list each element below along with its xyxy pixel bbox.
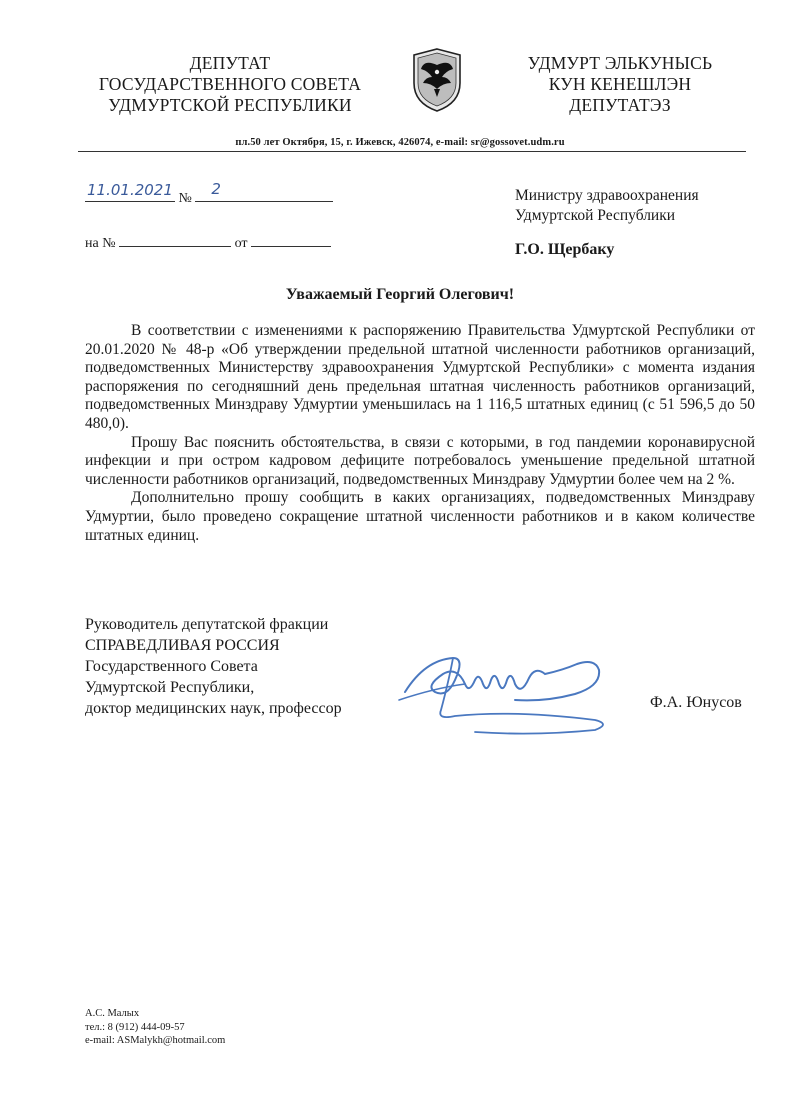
incoming-reference-line (85, 231, 331, 252)
reference-field (119, 231, 231, 247)
signatory-line-5: доктор медицинских наук, профессор (85, 700, 342, 717)
header-address: пл.50 лет Октября, 15, г. Ижевск, 426074, e-mail: sr@gossovet.udm.ru (235, 137, 565, 148)
number-field (195, 180, 333, 202)
body-paragraph-2: Прошу Вас пояснить обстоятельства, в связи с которыми, в год пандемии коронавирусной инфекции и при остром кадровом дефиците потребовалось уменьшение предельной штатной численности работников организаций, подведомственных Минздраву Удмуртии более чем на 2 %. (85, 433, 755, 488)
number-label: № (178, 191, 192, 206)
signatory-title-block (85, 614, 342, 719)
addressee-block (515, 186, 699, 260)
executor-email: e-mail: ASMalykh@hotmail.com (85, 1035, 226, 1046)
handwritten-number: 2 (211, 180, 221, 198)
from-label: от (234, 236, 248, 251)
reference-label: на № (85, 236, 116, 251)
header-right-line-1: УДМУРТ ЭЛЬКУНЫСЬ (527, 53, 713, 73)
addressee-line-2: Удмуртской Республики (515, 207, 676, 224)
executor-phone: тел.: 8 (912) 444-09-57 (85, 1021, 185, 1033)
reference-date-field (251, 231, 331, 247)
signatory-line-1: Руководитель депутатской фракции (85, 616, 329, 633)
header-left (80, 53, 380, 116)
salutation: Уважаемый Георгий Олегович! (285, 286, 515, 303)
header-right-line-3: ДЕПУТАТЭЗ (569, 95, 671, 115)
coat-of-arms-emblem (410, 47, 464, 113)
body-paragraph-3: Дополнительно прошу сообщить в каких организациях, подведомственных Минздраву Удмуртии, было проведено сокращение штатной численности работников и в каком количестве штатных единиц. (85, 489, 755, 544)
header-right (470, 53, 770, 116)
outgoing-registration-line (85, 180, 333, 207)
date-field (85, 181, 175, 202)
signatory-line-4: Удмуртской Республики, (85, 679, 255, 696)
addressee-line-1: Министру здравоохранения (515, 187, 699, 204)
handwritten-date: 11.01.2021 (87, 181, 173, 199)
letter-body (85, 322, 755, 545)
addressee-name: Г.О. Щербаку (515, 241, 615, 258)
header-divider (78, 151, 746, 152)
header-left-line-1: ДЕПУТАТ (189, 53, 271, 73)
body-paragraph-1: В соответствии с изменениями к распоряжению Правительства Удмуртской Республики от 20.01.2020 № 48-р «Об утверждении предельной штатной численности работников организаций, подведомственных Министерству здравоохранения Удмуртской Республики» с момента издания распоряжения по сегодняшний день предельная штатная численность работников организаций, подведомственных Минздраву Удмуртии уменьшилась на 1 116,5 штатных единиц (с 51 596,5 до 50 480,0). (85, 322, 755, 432)
handwritten-signature (395, 640, 625, 745)
signatory-line-3: Государственного Совета (85, 658, 258, 675)
executor-contacts (85, 1007, 225, 1048)
header-left-line-3: УДМУРТСКОЙ РЕСПУБЛИКИ (108, 95, 352, 115)
header-right-line-2: КУН КЕНЕШЛЭН (548, 74, 692, 94)
signatory-line-2: СПРАВЕДЛИВАЯ РОССИЯ (85, 637, 280, 654)
signer-name: Ф.А. Юнусов (650, 694, 742, 711)
header-left-line-2: ГОСУДАРСТВЕННОГО СОВЕТА (98, 74, 362, 94)
executor-name: А.С. Малых (85, 1008, 140, 1019)
